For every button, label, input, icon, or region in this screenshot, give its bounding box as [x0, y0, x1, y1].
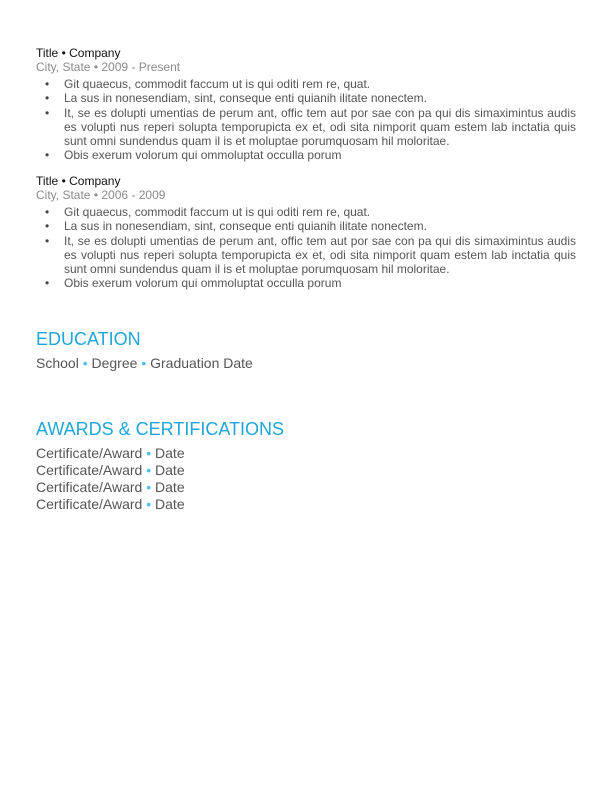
job-title-separator: • — [61, 174, 66, 188]
job-bullet-text: It, se es dolupti umentias de perum ant, offic tem aut por sae con pa qui dis simaximintus audis es volupti nus reperi solupta temporupicta ex et, odi sita nimporit quam estem lab inctatia quis sunt omni sundendus quam il is et moluptae porumquosam hil moloritae. — [64, 233, 576, 277]
award-name: Certificate/Award — [36, 479, 143, 495]
job-bullet — [36, 148, 576, 162]
education-school: School — [36, 355, 79, 371]
bullet-dot-icon: • — [45, 219, 50, 234]
job-bullet-text: La sus in nonesendiam, sint, conseque enti quianih ilitate nonectem. — [64, 219, 427, 234]
job-location: City, State — [36, 60, 91, 74]
education-separator: • — [141, 355, 147, 371]
job-bullet — [36, 276, 576, 290]
award-item — [36, 445, 185, 462]
award-name: Certificate/Award — [36, 462, 143, 478]
award-name: Certificate/Award — [36, 496, 143, 512]
bullet-dot-icon: • — [45, 276, 50, 291]
award-separator: • — [146, 462, 152, 478]
education-separator: • — [82, 355, 88, 371]
job-bullet-text: It, se es dolupti umentias de perum ant, offic tem aut por sae con pa qui dis simaximintus audis es volupti nus reperi solupta temporupicta ex et, odi sita nimporit quam estem lab inctatia quis sunt omni sundendus quam il is et moluptae porumquosam hil moloritae. — [64, 105, 576, 149]
award-separator: • — [146, 496, 152, 512]
job-title-separator: • — [61, 46, 66, 60]
awards-list — [36, 445, 185, 513]
education-degree: Degree — [91, 355, 138, 371]
bullet-dot-icon: • — [45, 233, 50, 248]
award-separator: • — [146, 445, 152, 461]
award-date: Date — [155, 462, 185, 478]
job-bullet-text: Git quaecus, commodit faccum ut is qui oditi rem re, quat. — [64, 77, 371, 91]
job-bullet — [36, 205, 576, 219]
job-entry — [36, 46, 576, 163]
award-item — [36, 496, 185, 513]
job-title: Title — [36, 46, 59, 60]
education-line — [36, 355, 253, 371]
job-meta-separator: • — [93, 188, 99, 202]
bullet-dot-icon: • — [45, 205, 50, 219]
job-title: Title — [36, 174, 59, 188]
job-meta-line — [36, 60, 576, 74]
award-separator: • — [146, 479, 152, 495]
job-title-line — [36, 174, 576, 188]
job-meta-line — [36, 188, 576, 202]
bullet-dot-icon: • — [45, 148, 50, 163]
job-bullet-text: Obis exerum volorum qui ommoluptat occulla porum — [64, 148, 342, 163]
award-item — [36, 479, 185, 496]
job-bullet-text: La sus in nonesendiam, sint, conseque enti quianih ilitate nonectem. — [64, 91, 427, 106]
job-company: Company — [69, 174, 121, 188]
job-bullet — [36, 91, 576, 105]
bullet-dot-icon: • — [45, 91, 50, 106]
bullet-dot-icon: • — [45, 77, 50, 91]
education-heading: EDUCATION — [36, 329, 141, 349]
award-date: Date — [155, 496, 185, 512]
awards-heading: AWARDS & CERTIFICATIONS — [36, 419, 285, 439]
job-bullet-list — [36, 205, 576, 291]
job-location: City, State — [36, 188, 91, 202]
job-meta-separator: • — [93, 60, 99, 74]
job-bullet — [36, 106, 576, 149]
education-date: Graduation Date — [150, 355, 253, 371]
job-bullet-list — [36, 77, 576, 163]
job-title-line — [36, 46, 576, 60]
job-bullet — [36, 219, 576, 233]
job-bullet — [36, 234, 576, 277]
award-date: Date — [155, 479, 185, 495]
job-bullet-text: Git quaecus, commodit faccum ut is qui oditi rem re, quat. — [64, 205, 371, 219]
job-entry — [36, 174, 576, 291]
job-bullet-text: Obis exerum volorum qui ommoluptat occulla porum — [64, 276, 342, 291]
job-bullet — [36, 77, 576, 91]
award-item — [36, 462, 185, 479]
award-date: Date — [155, 445, 185, 461]
job-company: Company — [69, 46, 121, 60]
job-dates: 2009 - Present — [101, 60, 181, 74]
bullet-dot-icon: • — [45, 105, 50, 120]
job-dates: 2006 - 2009 — [101, 188, 166, 202]
award-name: Certificate/Award — [36, 445, 143, 461]
